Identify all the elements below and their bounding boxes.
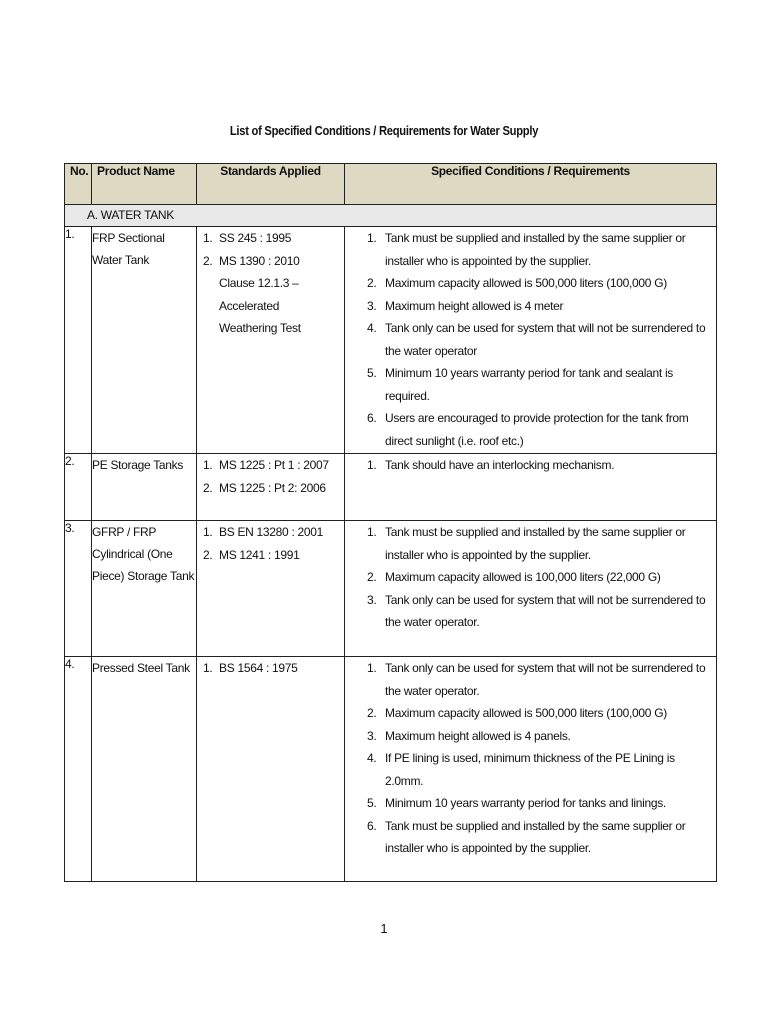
list-item: 1. SS 245 : 1995 (203, 231, 292, 245)
table-row (65, 657, 717, 882)
row-number: 1. (65, 227, 92, 454)
header-no: No. (65, 164, 92, 205)
standards-list (197, 657, 344, 680)
row-number: 2. (65, 454, 92, 521)
list-item: 2. Maximum capacity allowed is 100,000 liters (22,000 G) (367, 570, 661, 584)
list-item: 2. MS 1241 : 1991 (203, 547, 300, 562)
document-title: List of Specified Conditions / Requirements for Water Supply (229, 123, 539, 138)
standards-cell (197, 454, 345, 521)
standards-list (197, 454, 344, 499)
list-item: 3. Maximum height allowed is 4 meter (367, 298, 564, 313)
table-row (65, 227, 717, 454)
list-item: 5. Minimum 10 years warranty period for tank and sealant is required. (367, 366, 674, 403)
header-specified-conditions: Specified Conditions / Requirements (345, 164, 717, 205)
conditions-cell (345, 657, 717, 882)
product-name: FRP Sectional Water Tank (92, 227, 197, 454)
conditions-cell (345, 227, 717, 454)
product-name: GFRP / FRP Cylindrical (One Piece) Storage Tank (92, 521, 197, 657)
conditions-list (345, 227, 716, 452)
list-item: 2. Maximum capacity allowed is 500,000 liters (100,000 G) (367, 706, 667, 720)
conditions-list (345, 521, 716, 634)
table-row (65, 454, 717, 521)
standards-list (197, 227, 344, 340)
list-item: 2. MS 1390 : 2010 Clause 12.1.3 – Accelerated Weathering Test (203, 253, 301, 335)
list-item: 1. MS 1225 : Pt 1 : 2007 (203, 458, 329, 472)
list-item: 2. Maximum capacity allowed is 500,000 liters (100,000 G) (367, 276, 667, 290)
table-row (65, 521, 717, 657)
list-item: 1. Tank only can be used for system that will not be surrendered to the water operator. (367, 661, 706, 698)
list-item: 4. If PE lining is used, minimum thickness of the PE Lining is 2.0mm. (367, 751, 675, 788)
requirements-table (64, 163, 717, 882)
list-item: 3. Maximum height allowed is 4 panels. (367, 728, 571, 743)
conditions-list (345, 454, 716, 477)
list-item: 6. Tank must be supplied and installed by the same supplier or installer who is appointed by the supplier. (367, 818, 686, 855)
list-item: 1. BS 1564 : 1975 (203, 661, 298, 675)
list-item: 2. MS 1225 : Pt 2: 2006 (203, 480, 326, 495)
product-name: Pressed Steel Tank (92, 657, 197, 882)
table-header-row (65, 164, 717, 205)
standards-cell (197, 521, 345, 657)
list-item: 1. Tank should have an interlocking mechanism. (367, 458, 615, 472)
list-item: 5. Minimum 10 years warranty period for tanks and linings. (367, 796, 666, 810)
list-item: 1. BS EN 13280 : 2001 (203, 525, 324, 539)
list-item: 1. Tank must be supplied and installed by the same supplier or installer who is appointed by the supplier. (367, 525, 686, 562)
header-standards-applied: Standards Applied (197, 164, 345, 205)
list-item: 1. Tank must be supplied and installed by the same supplier or installer who is appointed by the supplier. (367, 231, 686, 268)
row-number: 4. (65, 657, 92, 882)
list-item: 3. Tank only can be used for system that will not be surrendered to the water operator. (367, 592, 706, 629)
row-number: 3. (65, 521, 92, 657)
conditions-cell (345, 521, 717, 657)
list-item: 4. Tank only can be used for system that will not be surrendered to the water operator (367, 321, 706, 358)
section-label: A. WATER TANK (65, 205, 717, 227)
list-item: 6. Users are encouraged to provide protection for the tank from direct sunlight (i.e. roof etc.) (367, 411, 689, 448)
header-product-name: Product Name (92, 164, 197, 205)
product-name: PE Storage Tanks (92, 454, 197, 521)
standards-list (197, 521, 344, 566)
section-row (65, 205, 717, 227)
conditions-cell (345, 454, 717, 521)
conditions-list (345, 657, 716, 860)
page-number: 1 (380, 921, 388, 936)
standards-cell (197, 227, 345, 454)
standards-cell (197, 657, 345, 882)
